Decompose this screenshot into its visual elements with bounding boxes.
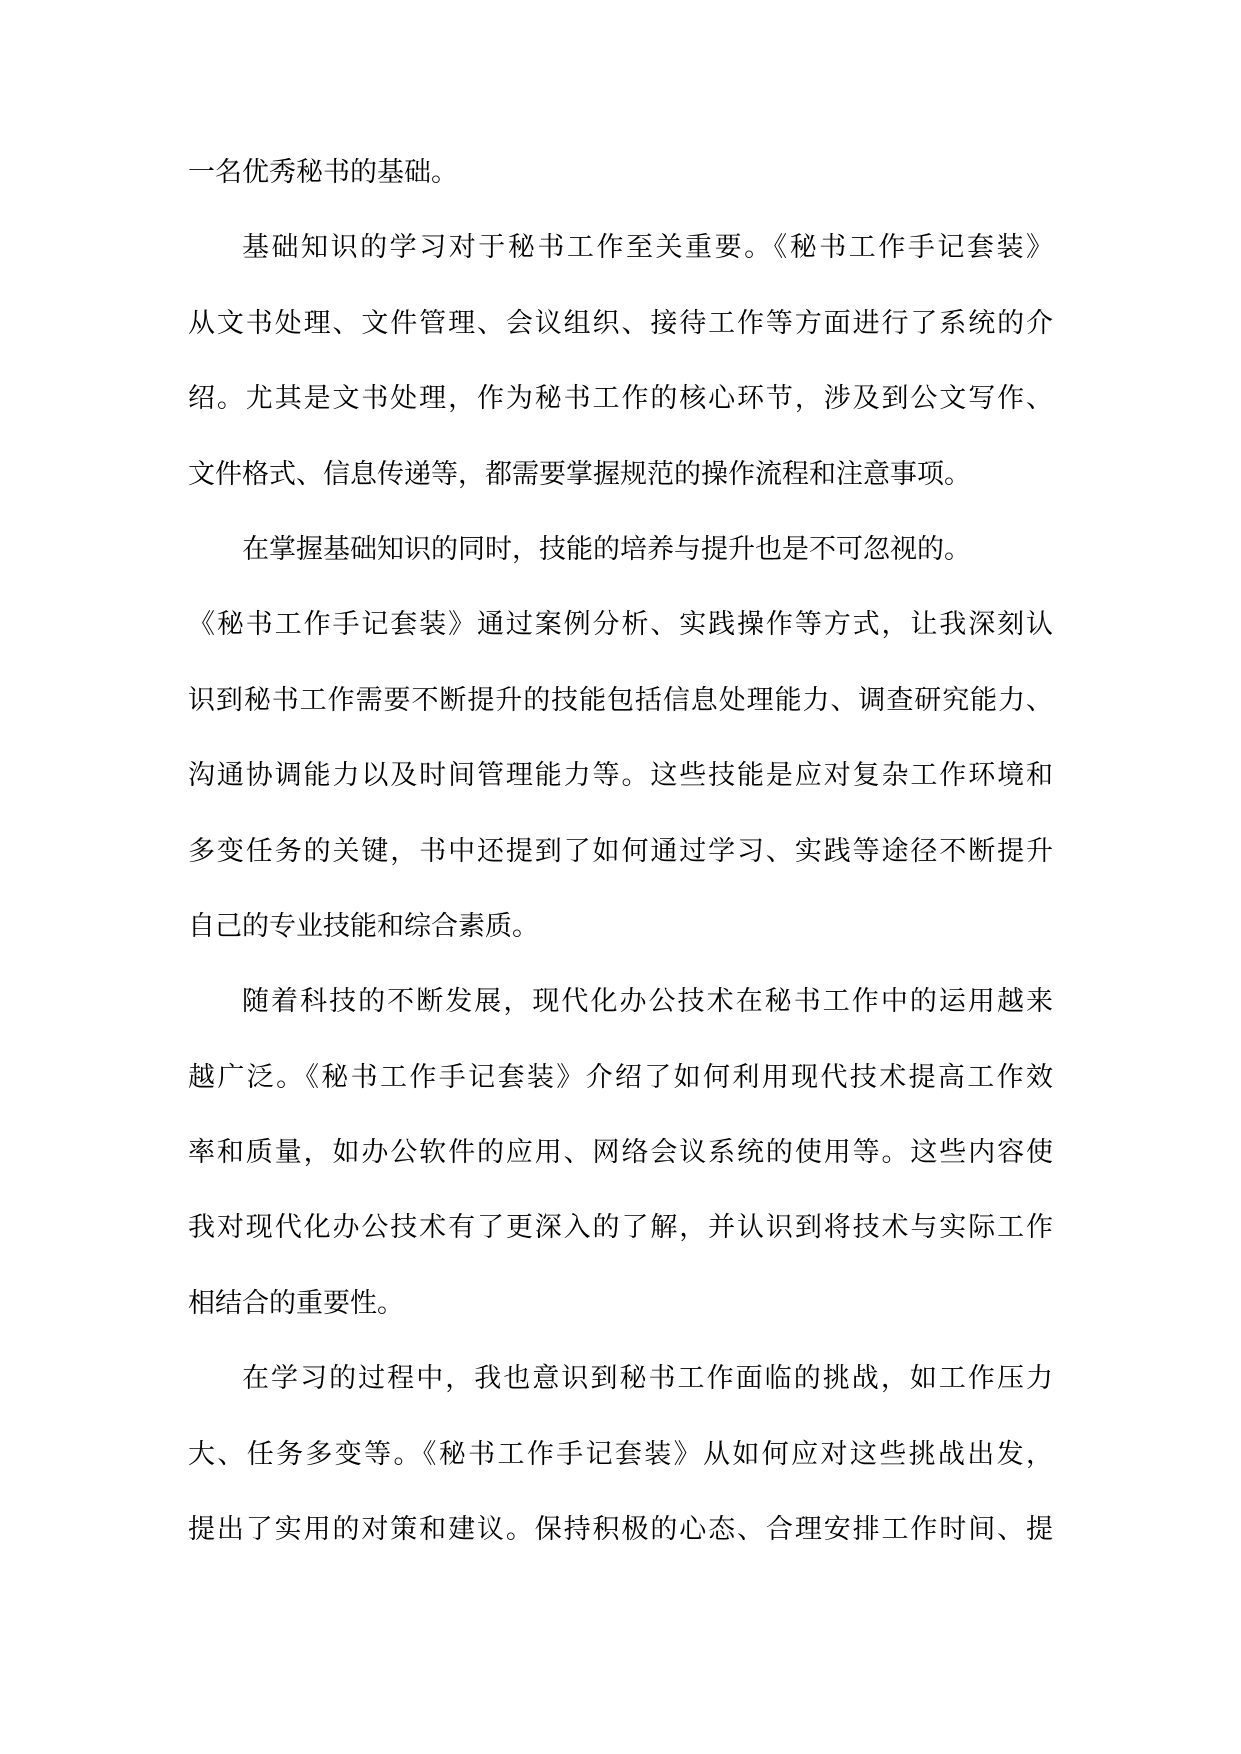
paragraph-basic-knowledge	[188, 210, 1053, 512]
paragraph-line: 基础知识的学习对于秘书工作至关重要。《秘书工作手记套装》	[242, 232, 1053, 264]
paragraph-line: 越广泛。《秘书工作手记套装》介绍了如何利用现代技术提高工作效	[188, 1061, 1053, 1093]
paragraph-line: 一名优秀秘书的基础。	[188, 157, 458, 188]
paragraph-line: 在掌握基础知识的同时，技能的培养与提升也是不可忽视的。	[242, 533, 971, 565]
paragraph-line: 自己的专业技能和综合素质。	[188, 910, 539, 942]
paragraph-challenges	[188, 1341, 1053, 1567]
paragraph-line: 《秘书工作手记套装》通过案例分析、实践操作等方式，让我深刻认	[188, 609, 1053, 641]
paragraph-skills	[188, 512, 1053, 964]
paragraph-office-technology	[188, 964, 1053, 1341]
paragraph-line: 大、任务多变等。《秘书工作手记套装》从如何应对这些挑战出发，	[188, 1438, 1053, 1470]
paragraph-line: 在学习的过程中，我也意识到秘书工作面临的挑战，如工作压力	[242, 1363, 1053, 1395]
paragraph-line: 识到秘书工作需要不断提升的技能包括信息处理能力、调查研究能力、	[188, 684, 1053, 716]
paragraph-line: 文件格式、信息传递等，都需要掌握规范的操作流程和注意事项。	[188, 458, 971, 490]
paragraph-line: 率和质量，如办公软件的应用、网络会议系统的使用等。这些内容使	[188, 1137, 1053, 1169]
paragraph-line: 提出了实用的对策和建议。保持积极的心态、合理安排工作时间、提	[188, 1514, 1053, 1546]
paragraph-line: 相结合的重要性。	[188, 1287, 404, 1319]
paragraph-line: 从文书处理、文件管理、会议组织、接待工作等方面进行了系统的介	[188, 307, 1053, 339]
paragraph-line: 多变任务的关键，书中还提到了如何通过学习、实践等途径不断提升	[188, 835, 1053, 867]
paragraph-continued	[188, 135, 1053, 210]
body-text	[188, 135, 1053, 1567]
paragraph-line: 我对现代化办公技术有了更深入的了解，并认识到将技术与实际工作	[188, 1212, 1053, 1244]
paragraph-line: 绍。尤其是文书处理，作为秘书工作的核心环节，涉及到公文写作、	[188, 383, 1053, 415]
paragraph-line: 随着科技的不断发展，现代化办公技术在秘书工作中的运用越来	[242, 986, 1053, 1018]
paragraph-line: 沟通协调能力以及时间管理能力等。这些技能是应对复杂工作环境和	[188, 760, 1053, 792]
